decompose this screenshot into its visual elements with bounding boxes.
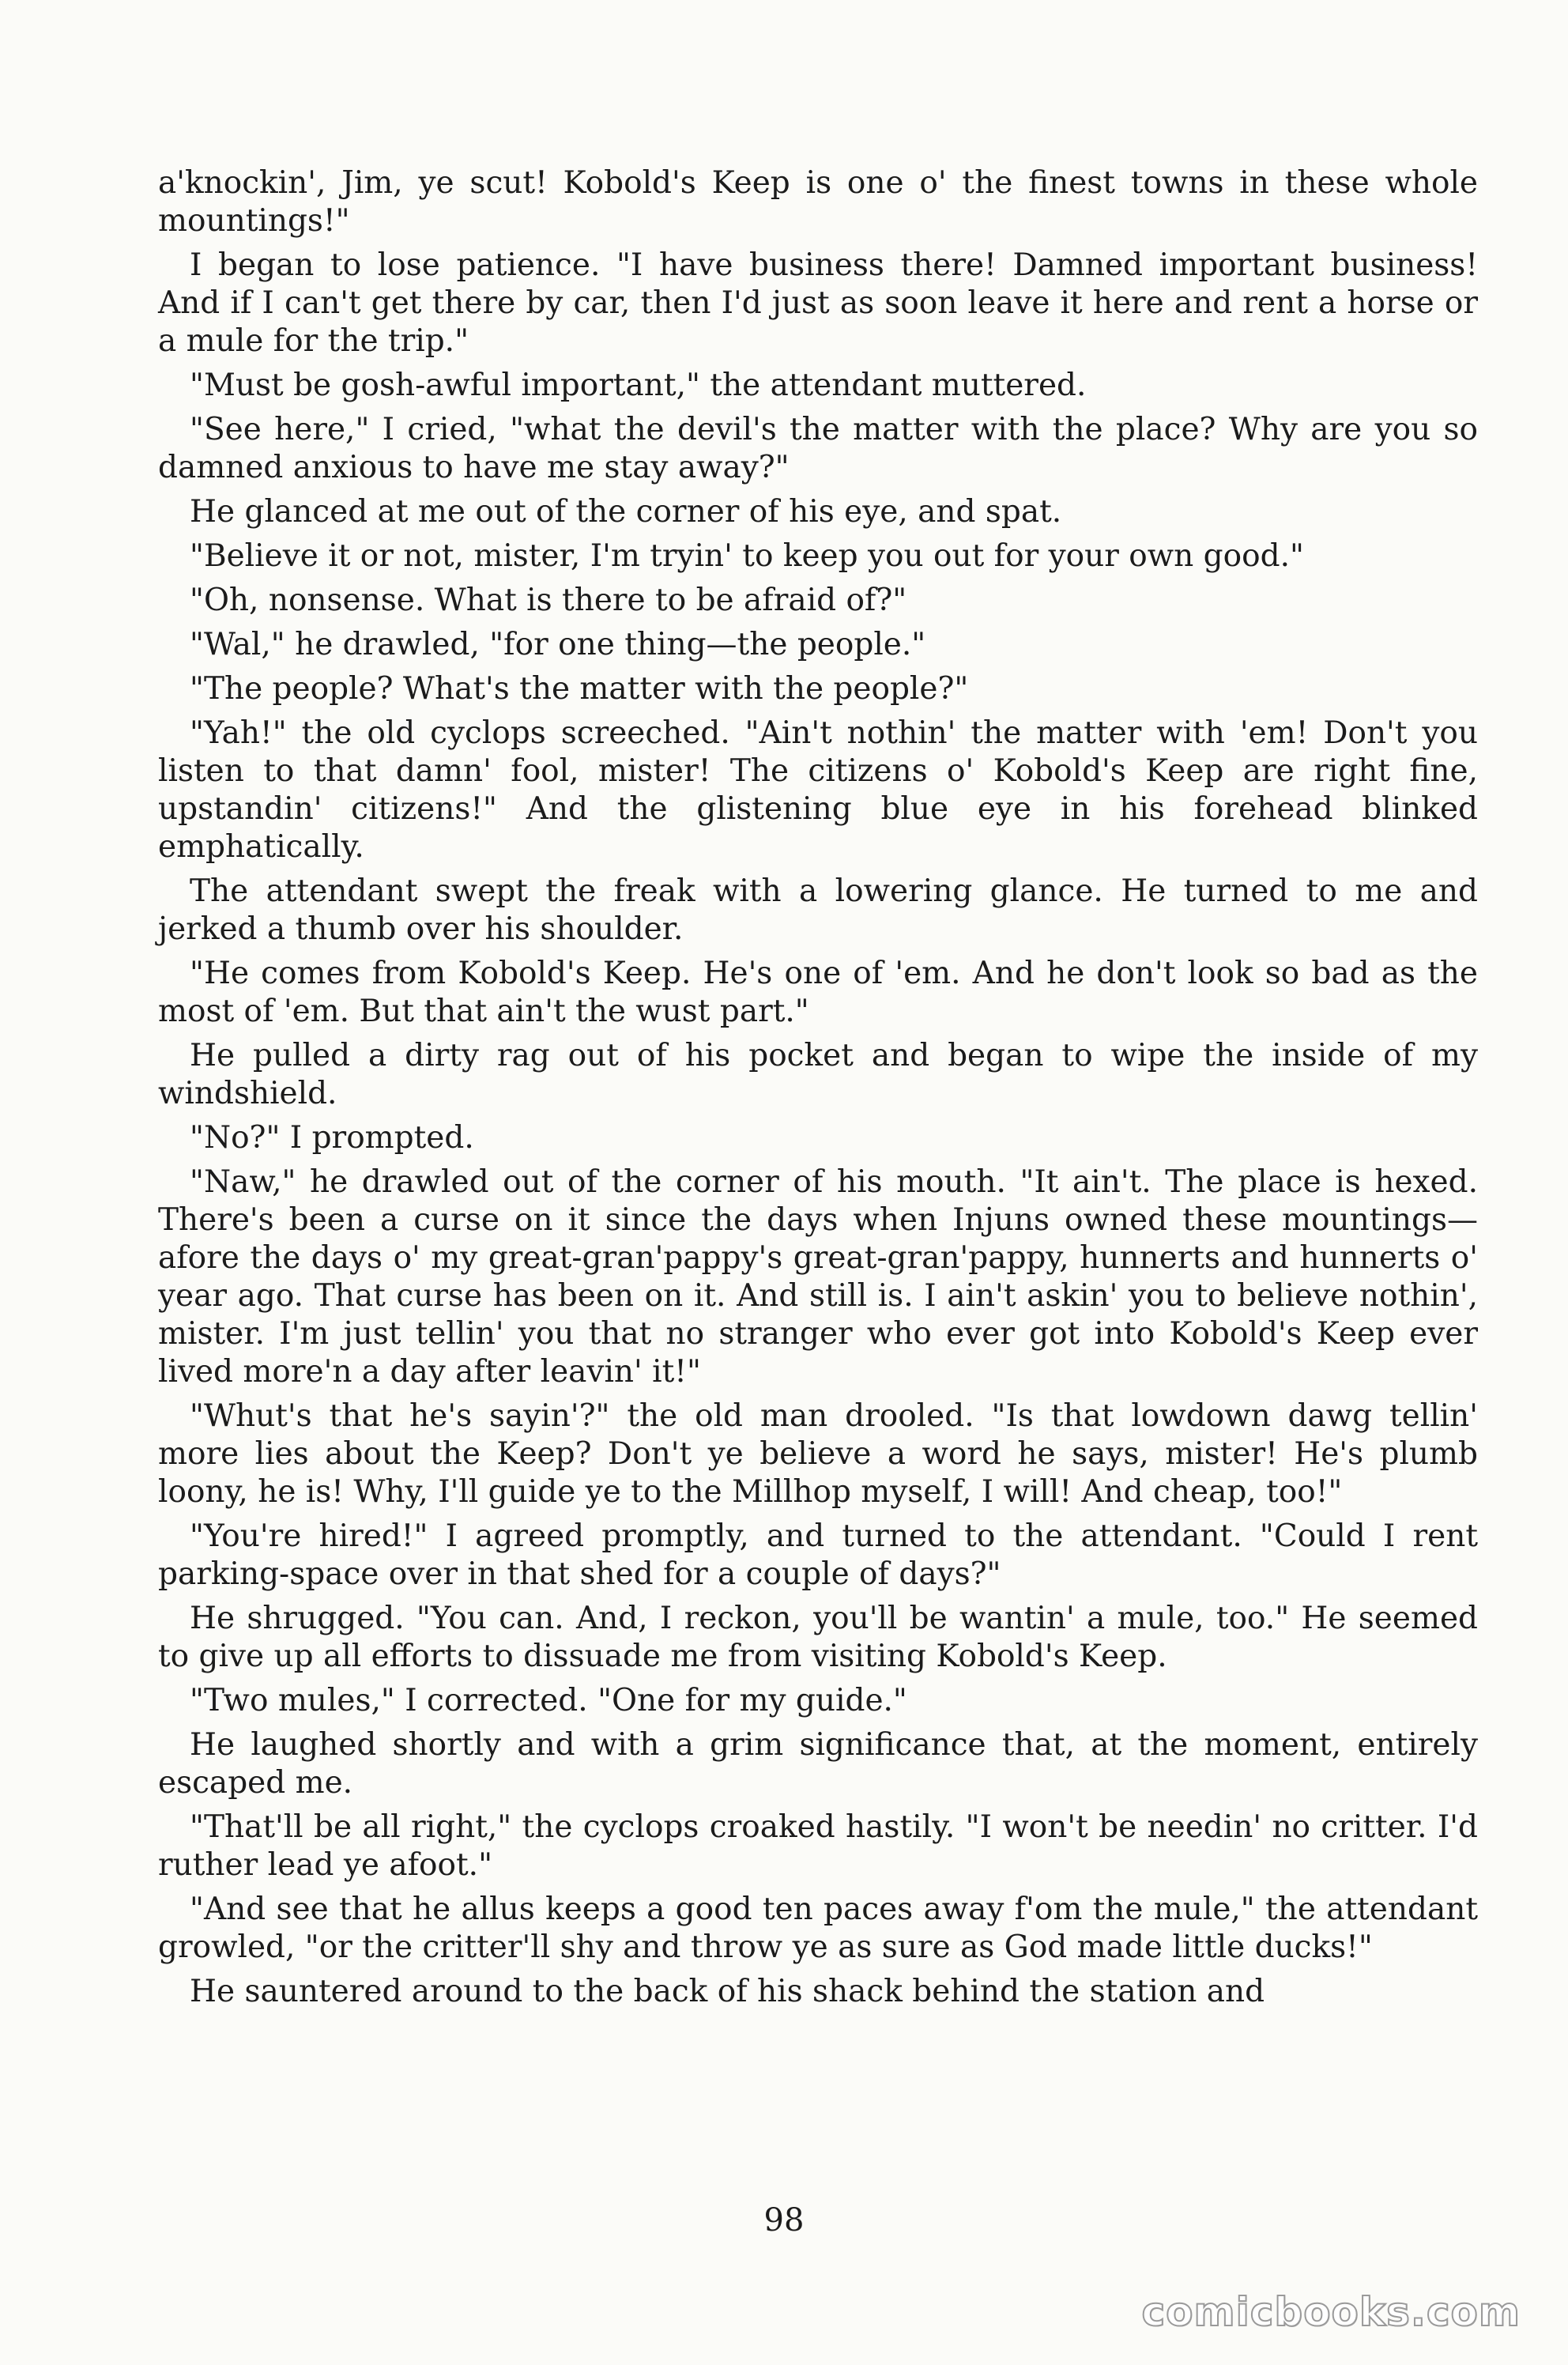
paragraph: "You're hired!" I agreed promptly, and turned to the attendant. "Could I rent parking-space over in that shed for a couple of days?" [158, 1518, 1478, 1592]
paragraph: "Oh, nonsense. What is there to be afraid of?" [190, 583, 907, 618]
paragraph: "Wal," he drawled, "for one thing—the people." [190, 627, 926, 662]
paragraph: "Must be gosh-awful important," the attendant muttered. [190, 368, 1087, 403]
paragraph: "The people? What's the matter with the people?" [190, 671, 969, 707]
paragraph: He pulled a dirty rag out of his pocket and began to wipe the inside of my windshield. [158, 1038, 1478, 1111]
paragraph: "Yah!" the old cyclops screeched. "Ain't nothin' the matter with 'em! Don't you listen to that damn' fool, mister! The citizens o' Kobold's Keep are right fine, upstandin' citizens!" And the glistening blue eye in his forehead blinked emphatically. [158, 715, 1478, 865]
paragraph: "See here," I cried, "what the devil's the matter with the place? Why are you so damned anxious to have me stay away?" [158, 412, 1478, 485]
paragraph: a'knockin', Jim, ye scut! Kobold's Keep is one o' the finest towns in these whole mountings!" [158, 165, 1478, 239]
paragraph: "Whut's that he's sayin'?" the old man drooled. "Is that lowdown dawg tellin' more lies about the Keep? Don't ye believe a word he says, mister! He's plumb loony, he is! Why, I'll guide ye to the Millhop myself, I will! And cheap, too!" [158, 1398, 1478, 1510]
paragraph: "Believe it or not, mister, I'm tryin' to keep you out for your own good." [190, 538, 1304, 574]
paragraph: I began to lose patience. "I have business there! Damned important business! And if I can't get there by car, then I'd just as soon leave it here and rent a horse or a mule for the trip." [158, 247, 1478, 359]
paragraph: He glanced at me out of the corner of his eye, and spat. [190, 494, 1062, 530]
paragraph: He sauntered around to the back of his shack behind the station and [190, 1974, 1265, 2009]
paragraph: He shrugged. "You can. And, I reckon, you'll be wantin' a mule, too." He seemed to give up all efforts to dissuade me from visiting Kobold's Keep. [158, 1601, 1478, 1674]
watermark-logo: comicbooks.com [1141, 2289, 1521, 2335]
paragraph: "Naw," he drawled out of the corner of his mouth. "It ain't. The place is hexed. There's been a curse on it since the days when Injuns owned these mountings—afore the days o' my great-gran'pappy's great-gran'pappy, hunnerts and hunnerts o' year ago. That curse has been on it. And still is. I ain't askin' you to believe nothin', mister. I'm just tellin' you that no stranger who ever got into Kobold's Keep ever lived more'n a day after leavin' it!" [158, 1164, 1478, 1390]
body-text [158, 164, 1478, 2017]
page-number: 98 [763, 2202, 805, 2239]
paragraph: "No?" I prompted. [190, 1120, 474, 1156]
paragraph: "And see that he allus keeps a good ten paces away f'om the mule," the attendant growled, "or the critter'll shy and throw ye as sure as God made little ducks!" [158, 1892, 1478, 1965]
paragraph: "He comes from Kobold's Keep. He's one of 'em. And he don't look so bad as the most of 'em. But that ain't the wust part." [158, 956, 1478, 1029]
paragraph: "Two mules," I corrected. "One for my guide." [190, 1683, 907, 1718]
paragraph: The attendant swept the freak with a lowering glance. He turned to me and jerked a thumb over his shoulder. [158, 873, 1478, 947]
paragraph: "That'll be all right," the cyclops croaked hastily. "I won't be needin' no critter. I'd ruther lead ye afoot." [158, 1809, 1478, 1883]
paragraph: He laughed shortly and with a grim significance that, at the moment, entirely escaped me. [158, 1727, 1478, 1801]
